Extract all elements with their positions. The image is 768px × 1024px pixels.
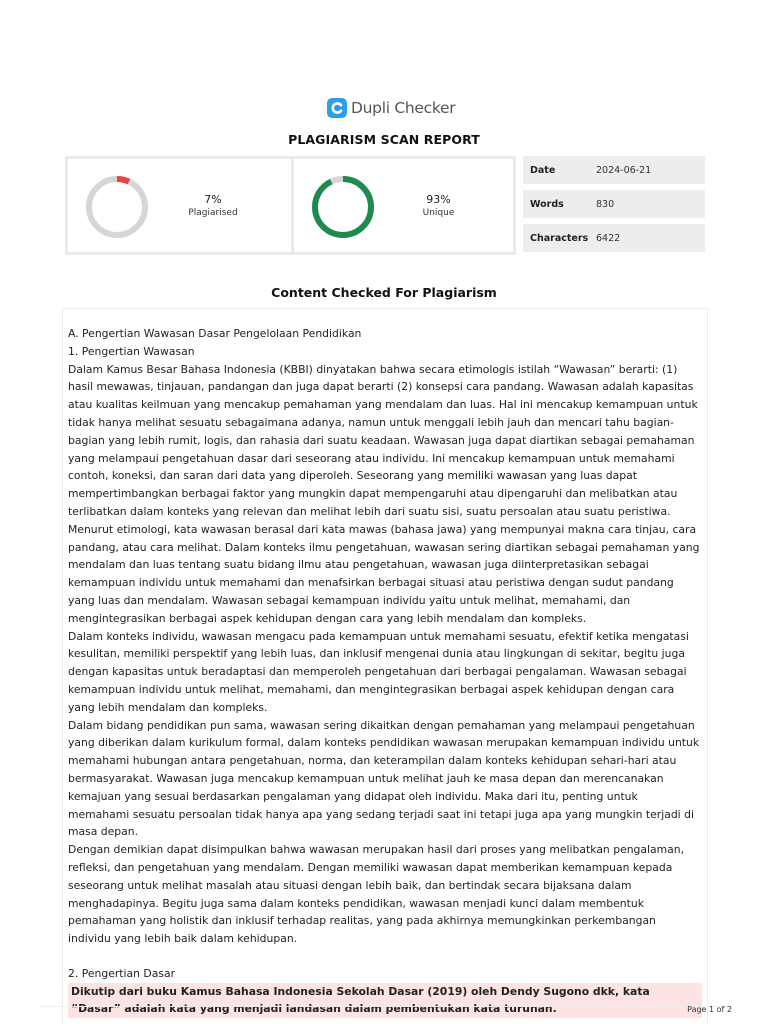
plagiarised-track [89, 179, 145, 235]
meta-row-words [523, 190, 705, 218]
report-meta-table [523, 156, 705, 258]
plagiarised-stat [68, 159, 291, 252]
footer-divider [38, 1006, 730, 1007]
unique-stat [291, 159, 514, 252]
logo-text: Dupli Checker [351, 99, 456, 117]
report-title: PLAGIARISM SCAN REPORT [288, 132, 480, 147]
meta-value: 2024-06-21 [596, 164, 652, 176]
duplichecker-logo [326, 95, 455, 121]
meta-value: 6422 [596, 232, 621, 244]
paragraph: Dalam Kamus Besar Bahasa Indonesia (KBBI) dinyatakan bahwa secara etimologis istilah “Wawasan” berarti: (1) hasil mewawas, tinjauan, pandangan dan juga dapat berarti (2) konsepsi cara pandang. Wawasan adalah kapasitas atau kualitas keilmuan yang mencakup pemahaman yang mendalam dan luas. Hal ini mencakup kemampuan untuk tidak hanya melihat sesuatu sebagaimana adanya, namun untuk menggali lebih jauh dan mencari tahu bagian-bagian yang lebih rumit, logis, dan rahasia dari suatu keadaan. Wawasan juga dapat diartikan sebagai pemahaman yang melampaui pengetahuan dasar dari seseorang atau individu. Ini mencakup kemampuan untuk memahami contoh, koneksi, dan saran dari data yang diperoleh. Seseorang yang memiliki wawasan yang luas dapat mempertimbangkan berbagai faktor yang mungkin dapat mempengaruhi atau dipengaruhi dan melibatkan atau terlibatkan dalam konteks yang relevan dan melihat lebih dari suatu sisi, suatu persoalan atau suatu peristiwa. [68, 362, 698, 518]
plagiarised-value: 7% [204, 193, 222, 206]
plagiarised-highlight: Dikutip dari buku Kamus Bahasa Indonesia Sekolah Dasar (2019) oleh Dendy Sugono dkk, kata “Dasar” adalah kata yang menjadi landasan dalam pembentukan kata turunan. [68, 983, 702, 1019]
unique-donut [311, 175, 375, 239]
meta-key: Characters [530, 232, 589, 244]
heading-a: A. Pengertian Wawasan Dasar Pengelolaan Pendidikan [68, 327, 362, 340]
content-section-title: Content Checked For Plagiarism [271, 285, 497, 300]
meta-row-characters [523, 224, 705, 252]
logo-c-icon [326, 97, 348, 119]
plagiarised-label: Plagiarised [188, 208, 238, 218]
page-number: Page 1 of 2 [687, 1005, 732, 1014]
unique-label: Unique [422, 208, 455, 218]
paragraph: Dalam bidang pendidikan pun sama, wawasan sering dikaitkan dengan pemahaman yang melampaui pengetahuan yang diberikan dalam kurikulum formal, dalam konteks pendidikan wawasan merupakan kemampuan individu untuk memahami hubungan antara pengetahuan, norma, dan keterampilan dalam konteks kehidupan sehari-hari atau bermasyarakat. Wawasan juga mencakup kemampuan untuk melihat jauh ke masa depan dan merencanakan kemajuan yang sesuai berdasarkan pengalaman yang didapat oleh individu. Maka dari itu, penting untuk memahami sesuatu persoalan tidak hanya apa yang sedang terjadi saat ini tetapi juga apa yang mungkin terjadi di masa depan. [68, 718, 700, 839]
paragraph: Dalam konteks individu, wawasan mengacu pada kemampuan untuk memahami sesuatu, efektif ketika mengatasi kesulitan, memiliki perspektif yang lebih luas, dan inklusif mengenai dunia atau lingkungan di sekitar, begitu juga dengan kapasitas untuk beradaptasi dan memperoleh pengetahuan dari berbagai pengalaman. Wawasan sebagai kemampuan individu untuk melihat, memahami, dan mengintegrasikan berbagai aspek kehidupan dengan cara yang lebih mendalam dan kompleks. [68, 629, 689, 714]
paragraph: Menurut etimologi, kata wawasan berasal dari kata mawas (bahasa jawa) yang mempunyai makna cara tinjau, cara pandang, atau cara melihat. Dalam konteks ilmu pengetahuan, wawasan sering diartikan sebagai pemahaman yang mendalam dan luas tentang suatu bidang ilmu atau pengetahuan, wawasan juga diinterpretasikan sebagai kemampuan individu untuk memahami dan menafsirkan berbagai situasi atau peristiwa dengan sudut pandang yang luas dan mendalam. Wawasan sebagai kemampuan individu yaitu untuk melihat, memahami, dan mengintegrasikan berbagai aspek kehidupan dengan cara yang lebih mendalam dan kompleks. [68, 522, 700, 625]
meta-key: Words [530, 198, 564, 210]
stats-panel [65, 156, 516, 255]
unique-arc [315, 179, 371, 235]
meta-value: 830 [596, 198, 615, 210]
meta-row-date [523, 156, 705, 184]
paragraph: Dengan demikian dapat disimpulkan bahwa wawasan merupakan hasil dari proses yang melibatkan pengalaman, refleksi, dan pengetahuan yang mendalam. Dengan memiliki wawasan dapat memberikan kemampuan kepada seseorang untuk melihat masalah atau situasi dengan lebih baik, dan bertindak secara bijaksana dalam menghadapinya. Begitu juga sama dalam konteks pendidikan, wawasan menjadi kunci dalam membentuk pemahaman yang holistik dan inklusif terhadap realitas, yang pada akhirnya memungkinkan perkembangan individu yang lebih baik dalam kehidupan. [68, 843, 685, 946]
unique-value: 93% [426, 193, 451, 206]
heading-2: 2. Pengertian Dasar [68, 966, 176, 980]
meta-key: Date [530, 164, 556, 176]
checked-content [68, 325, 702, 1018]
plagiarised-donut [85, 175, 149, 239]
heading-1: 1. Pengertian Wawasan [68, 344, 195, 358]
